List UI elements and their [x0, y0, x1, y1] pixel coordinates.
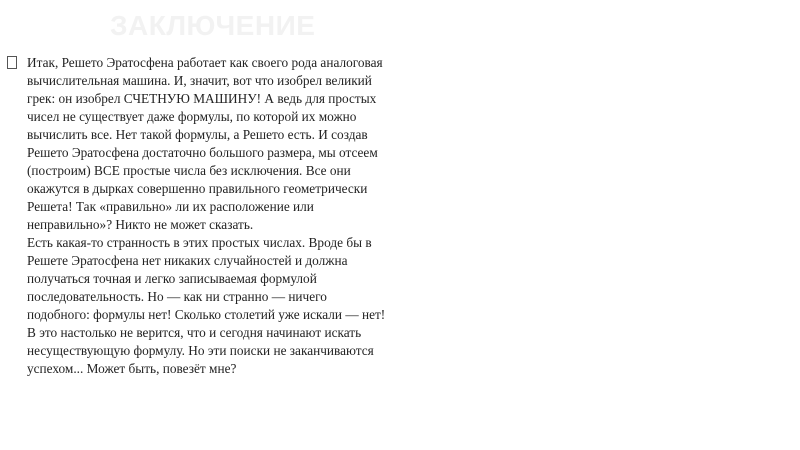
body-paragraph-3: В это настолько не верится, что и сегодня начинают искать несуществующую формулу. Но эти поиски не заканчиваются успехом... Может быть, повезёт мне? [27, 325, 374, 376]
body-paragraph-2: Есть какая-то странность в этих простых числах. Вроде бы в Решете Эратосфена нет никаких случайностей и должна получаться точная и легко записываемая формулой последовательность. Но — как ни странно — ничего подобного: формулы нет! Сколько столетий уже искали — нет! [27, 235, 386, 322]
bullet-placeholder-icon [7, 56, 17, 69]
slide-body [27, 54, 392, 378]
slide-title: ЗАКЛЮЧЕНИЕ [110, 10, 316, 41]
body-paragraph-1: Итак, Решето Эратосфена работает как своего рода аналоговая вычислительная машина. И, значит, вот что изобрел великий грек: он изобрел СЧЕТНУЮ МАШИНУ! А ведь для простых чисел не существует даже формулы, по которой их можно вычислить все. Нет такой формулы, а Решето есть. И создав Решето Эратосфена достаточно большого размера, мы отсеем (построим) ВСЕ простые числа без исключения. Все они окажутся в дырках совершенно правильного геометрически Решета! Так «правильно» ли их расположение или неправильно»? Никто не может сказать. [27, 55, 383, 232]
